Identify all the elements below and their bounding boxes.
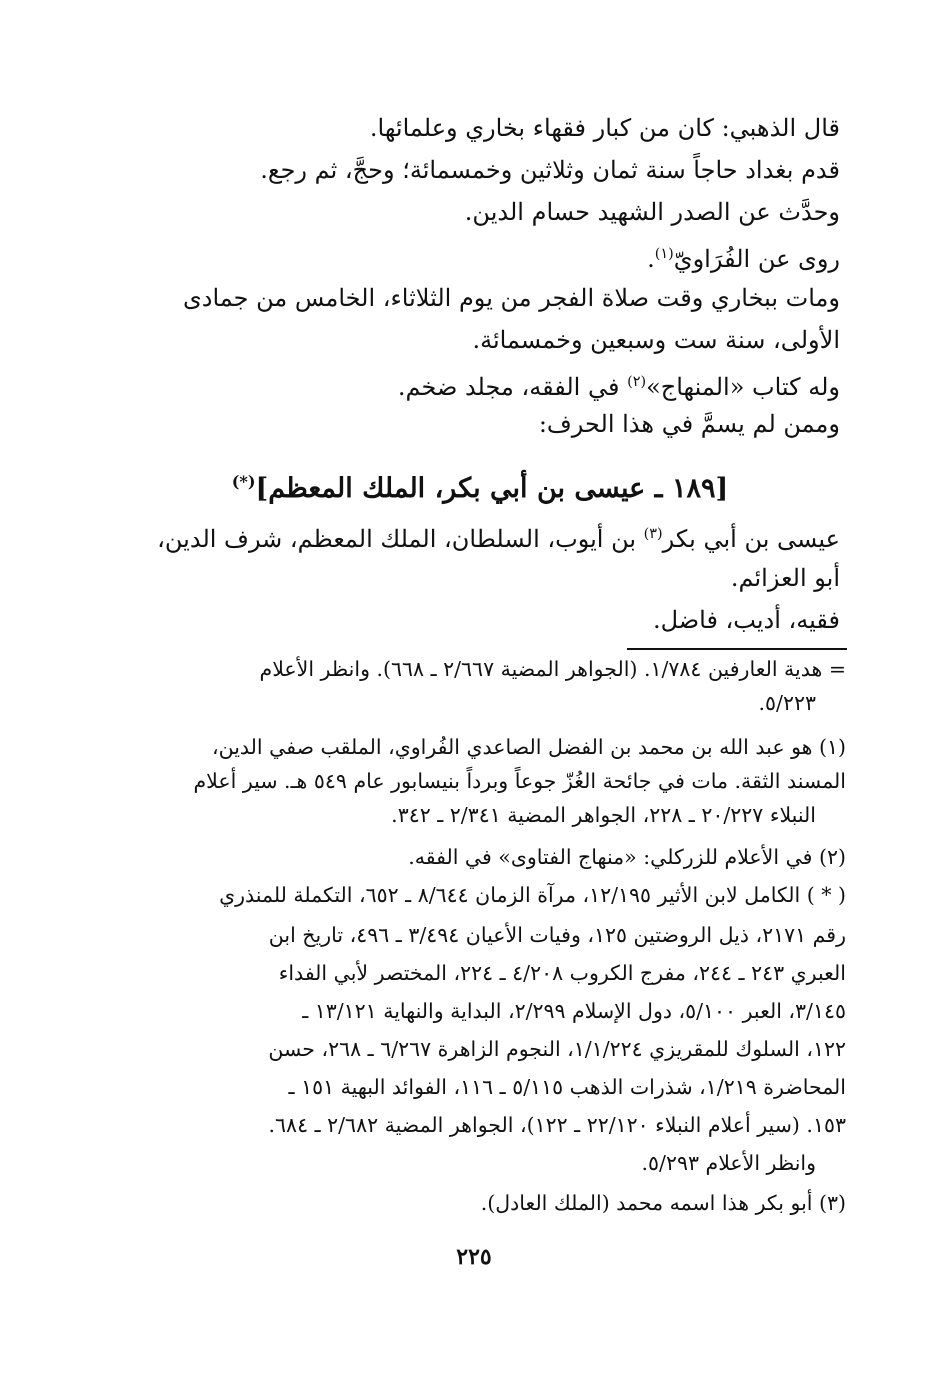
footnote-line: ٣/١٤٥، العبر ٥/١٠٠، دول الإسلام ٢/٢٩٩، البداية والنهاية ١٣/١٢١ ـ: [302, 999, 846, 1023]
entry-heading: [120, 460, 840, 511]
text-segment: في الفقه، مجلد ضخم.: [397, 373, 628, 401]
footnote-line: = هدية العارفين ١/٧٨٤. (الجواهر المضية ٢/٦٦٧ ـ ٦٦٨). وانظر الأعلام: [259, 657, 846, 681]
footnote-line: المسند الثقة. مات في جائحة الغُزّ جوعاً وبرداً بنيسابور عام ٥٤٩ هـ. سير أعلام: [193, 769, 846, 793]
text-line: ومات ببخاري وقت صلاة الفجر من يوم الثلاثاء، الخامس من جمادى: [183, 284, 840, 312]
footnote-line: رقم ٢١٧١، ذيل الروضتين ١٢٥، وفيات الأعيان ٣/٤٩٤ ـ ٤٩٦، تاريخ ابن: [268, 923, 846, 947]
footnote-separator: [627, 648, 847, 650]
text-line: وممن لم يسمَّ في هذا الحرف:: [538, 410, 840, 438]
footnote-ref: (*): [231, 472, 256, 491]
text-line: [647, 234, 840, 274]
text-line: فقيه، أديب، فاضل.: [652, 606, 840, 634]
footnote-line: ( * ) الكامل لابن الأثير ١٢/١٩٥، مرآة الزمان ٨/٦٤٤ ـ ٦٥٢، التكملة للمنذري: [219, 883, 846, 907]
footnote-ref: (٣): [643, 526, 663, 542]
footnote-ref: (٢): [627, 374, 647, 390]
footnote-line: ٥/٢٢٣.: [758, 691, 816, 715]
text-line: أبو العزائم.: [730, 564, 840, 592]
footnote-line: ١٥٣. (سير أعلام النبلاء ٢٢/١٢٠ ـ ١٢٢)، الجواهر المضية ٢/٦٨٢ ـ ٦٨٤.: [268, 1113, 846, 1137]
text-line: [120, 514, 840, 559]
text-segment: روى عن الفُرَاويّ: [673, 245, 840, 273]
footnote-line: (٣) أبو بكر هذا اسمه محمد (الملك العادل).: [480, 1191, 846, 1215]
footnote-line: العبري ٢٤٣ ـ ٢٤٤، مفرج الكروب ٤/٢٠٨ ـ ٢٢٤، المختصر لأبي الفداء: [278, 961, 846, 985]
text-segment: .: [647, 245, 655, 273]
footnote-line: النبلاء ٢٠/٢٢٧ ـ ٢٢٨، الجواهر المضية ٢/٣٤١ ـ ٣٤٢.: [391, 803, 816, 827]
footnote-line: (٢) في الأعلام للزركلي: «منهاج الفتاوى» في الفقه.: [408, 845, 846, 869]
text-line: وحدَّث عن الصدر الشهيد حسام الدين.: [464, 198, 840, 226]
text-line: قال الذهبي: كان من كبار فقهاء بخاري وعلمائها.: [369, 114, 840, 142]
text-line: [398, 362, 840, 402]
text-line: الأولى، سنة ست وسبعين وخمسمائة.: [472, 326, 840, 354]
footnote-line: (١) هو عبد الله بن محمد بن الفضل الصاعدي الفُراوي، الملقب صفي الدين،: [211, 735, 846, 759]
text-segment: بن أيوب، السلطان، الملك المعظم، شرف الدين،: [157, 525, 644, 553]
footnote-line: وانظر الأعلام ٥/٢٩٣.: [641, 1151, 816, 1175]
page-number: ٢٢٥: [456, 1244, 492, 1270]
heading-text: [١٨٩ ـ عيسى بن أبي بكر، الملك المعظم]: [255, 473, 729, 504]
footnote-line: المحاضرة ١/٢١٩، شذرات الذهب ٥/١١٥ ـ ١١٦، الفوائد البهية ١٥١ ـ: [288, 1075, 846, 1099]
footnote-line: ١٢٢، السلوك للمقريزي ١/١/٢٢٤، النجوم الزاهرة ٦/٢٦٧ ـ ٢٦٨، حسن: [268, 1037, 846, 1061]
text-segment: عيسى بن أبي بكر: [662, 525, 840, 553]
text-line: قدم بغداد حاجاً سنة ثمان وثلاثين وخمسمائة؛ وحجَّ، ثم رجع.: [260, 156, 840, 184]
text-segment: وله كتاب «المنهاج»: [646, 373, 840, 401]
footnote-ref: (١): [654, 246, 674, 262]
